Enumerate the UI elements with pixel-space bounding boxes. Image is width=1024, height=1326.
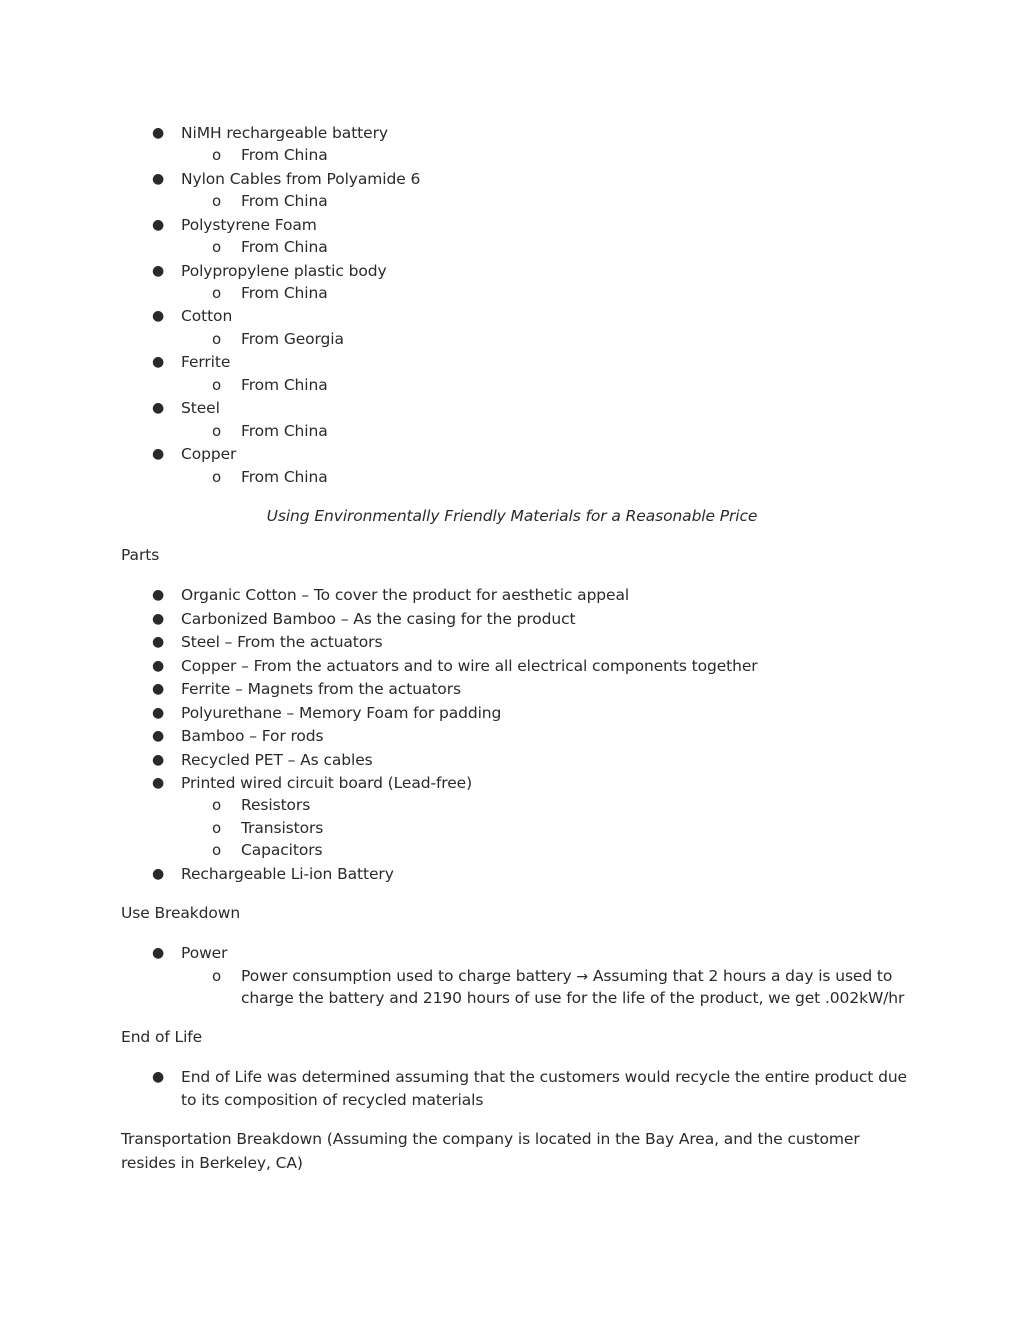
material-origin: From Georgia xyxy=(241,330,344,348)
bullet-icon: ● xyxy=(152,658,165,674)
bullet-icon: ● xyxy=(152,217,165,233)
bullet-icon: ● xyxy=(152,866,165,882)
bullet-icon: ● xyxy=(152,400,165,416)
part-item: Organic Cotton – To cover the product for aesthetic appeal xyxy=(181,586,630,604)
part-item: Carbonized Bamboo – As the casing for the product xyxy=(181,610,576,628)
section-subtitle: Using Environmentally Friendly Materials for a Reasonable Price xyxy=(266,507,758,525)
circle-bullet-icon: o xyxy=(212,796,222,814)
circle-bullet-icon: o xyxy=(212,841,222,859)
bullet-icon: ● xyxy=(152,681,165,697)
circle-bullet-icon: o xyxy=(212,967,222,985)
circle-bullet-icon: o xyxy=(212,376,222,394)
part-item: Polyurethane – Memory Foam for padding xyxy=(181,704,502,722)
bullet-icon: ● xyxy=(152,611,165,627)
material-item: Nylon Cables from Polyamide 6 xyxy=(181,170,421,188)
use-subitem-line1 xyxy=(241,966,892,987)
material-origin: From China xyxy=(241,376,328,394)
bullet-icon: ● xyxy=(152,728,165,744)
bullet-icon: ● xyxy=(152,125,165,141)
material-origin: From China xyxy=(241,422,328,440)
material-item: Steel xyxy=(181,399,220,417)
transport-heading-line2: resides in Berkeley, CA) xyxy=(121,1154,303,1172)
part-item: Recycled PET – As cables xyxy=(181,751,373,769)
parts-heading: Parts xyxy=(121,546,160,564)
material-origin: From China xyxy=(241,238,328,256)
part-item: Printed wired circuit board (Lead-free) xyxy=(181,774,473,792)
bullet-icon: ● xyxy=(152,1069,165,1085)
material-item: NiMH rechargeable battery xyxy=(181,124,388,142)
use-item: Power xyxy=(181,944,228,962)
circle-bullet-icon: o xyxy=(212,238,222,256)
bullet-icon: ● xyxy=(152,705,165,721)
part-item: Rechargeable Li-ion Battery xyxy=(181,865,394,883)
bullet-icon: ● xyxy=(152,945,165,961)
circle-bullet-icon: o xyxy=(212,192,222,210)
arrow-right-icon: → xyxy=(576,969,589,985)
circle-bullet-icon: o xyxy=(212,284,222,302)
circle-bullet-icon: o xyxy=(212,819,222,837)
bullet-icon: ● xyxy=(152,171,165,187)
part-item: Ferrite – Magnets from the actuators xyxy=(181,680,461,698)
bullet-icon: ● xyxy=(152,634,165,650)
part-item: Bamboo – For rods xyxy=(181,727,324,745)
bullet-icon: ● xyxy=(152,752,165,768)
use-subitem-text-a: Power consumption used to charge battery xyxy=(241,967,572,985)
circle-bullet-icon: o xyxy=(212,422,222,440)
material-item: Ferrite xyxy=(181,353,231,371)
circle-bullet-icon: o xyxy=(212,468,222,486)
material-origin: From China xyxy=(241,468,328,486)
bullet-icon: ● xyxy=(152,308,165,324)
bullet-icon: ● xyxy=(152,263,165,279)
material-item: Polystyrene Foam xyxy=(181,216,317,234)
pcb-subitem: Resistors xyxy=(241,796,311,814)
circle-bullet-icon: o xyxy=(212,146,222,164)
material-item: Polypropylene plastic body xyxy=(181,262,387,280)
bullet-icon: ● xyxy=(152,775,165,791)
eol-text-line2: to its composition of recycled materials xyxy=(181,1091,484,1109)
use-subitem-line2: charge the battery and 2190 hours of use for the life of the product, we get .002kW/hr xyxy=(241,989,905,1007)
material-origin: From China xyxy=(241,284,328,302)
part-item: Steel – From the actuators xyxy=(181,633,383,651)
bullet-icon: ● xyxy=(152,587,165,603)
material-item: Cotton xyxy=(181,307,233,325)
material-origin: From China xyxy=(241,146,328,164)
bullet-icon: ● xyxy=(152,446,165,462)
use-heading: Use Breakdown xyxy=(121,904,241,922)
material-item: Copper xyxy=(181,445,237,463)
part-item: Copper – From the actuators and to wire all electrical components together xyxy=(181,657,758,675)
pcb-subitem: Transistors xyxy=(241,819,324,837)
use-subitem-text-b: Assuming that 2 hours a day is used to xyxy=(592,967,893,985)
transport-heading-line1: Transportation Breakdown (Assuming the company is located in the Bay Area, and the customer xyxy=(121,1130,860,1148)
bullet-icon: ● xyxy=(152,354,165,370)
material-origin: From China xyxy=(241,192,328,210)
eol-heading: End of Life xyxy=(121,1028,203,1046)
circle-bullet-icon: o xyxy=(212,330,222,348)
eol-text-line1: End of Life was determined assuming that the customers would recycle the entire product due xyxy=(181,1068,907,1086)
pcb-subitem: Capacitors xyxy=(241,841,323,859)
